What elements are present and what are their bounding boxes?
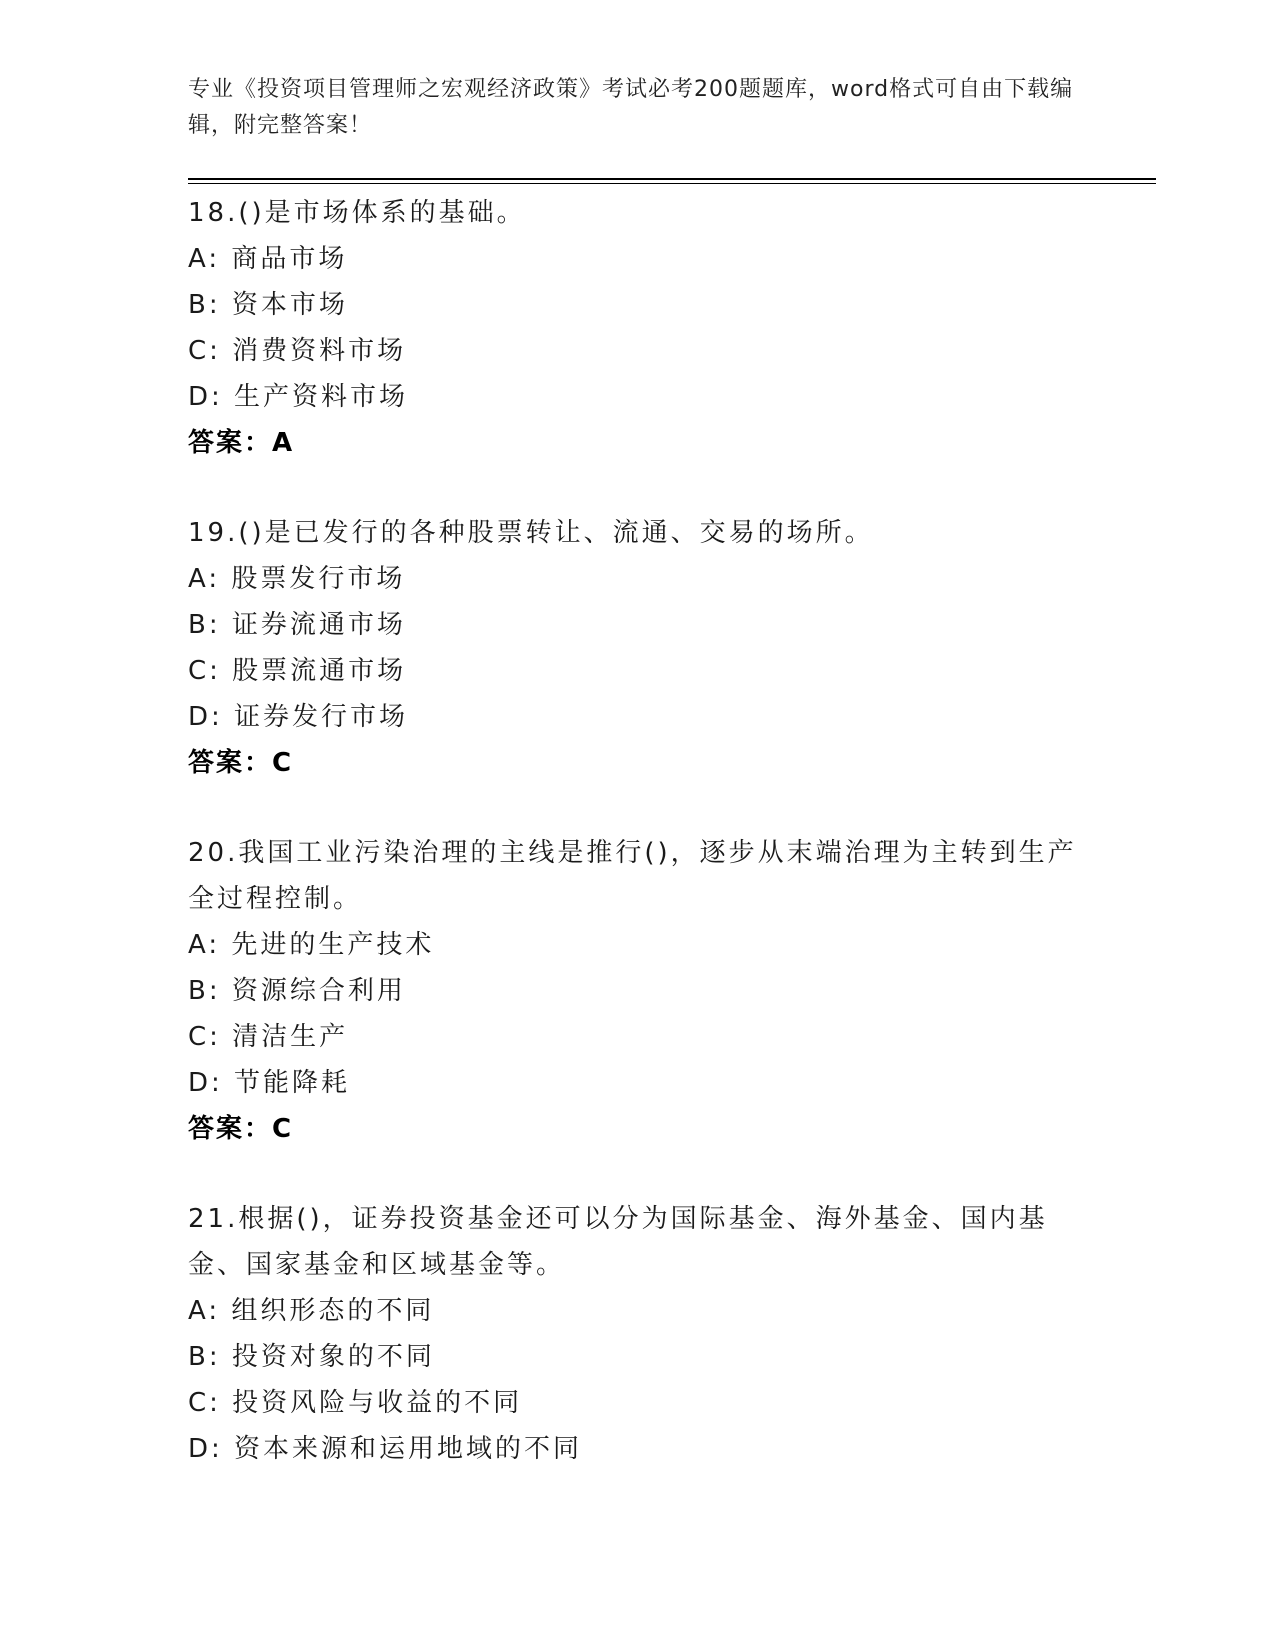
- answer-line: 答案：C: [188, 1114, 294, 1144]
- option-b: B: 投资对象的不同: [188, 1342, 435, 1372]
- question-20: [188, 830, 1088, 1152]
- question-19: [188, 510, 1088, 786]
- answer-line: 答案：C: [188, 748, 294, 778]
- question-list: [188, 190, 1088, 1516]
- option-b: B: 资本市场: [188, 290, 348, 320]
- document-header: 专业《投资项目管理师之宏观经济政策》考试必考200题题库，word格式可自由下载编辑，附完整答案！: [188, 77, 1074, 138]
- question-stem: 18.()是市场体系的基础。: [188, 198, 526, 228]
- question-stem: 19.()是已发行的各种股票转让、流通、交易的场所。: [188, 518, 874, 548]
- question-stem: 20.我国工业污染治理的主线是推行()，逐步从末端治理为主转到生产全过程控制。: [188, 838, 1077, 914]
- question-18: [188, 190, 1088, 466]
- option-c: C: 消费资料市场: [188, 336, 407, 366]
- option-c: C: 股票流通市场: [188, 656, 407, 686]
- option-a: A: 组织形态的不同: [188, 1296, 435, 1326]
- option-c: C: 清洁生产: [188, 1022, 349, 1052]
- option-a: A: 商品市场: [188, 244, 348, 274]
- option-d: D: 证券发行市场: [188, 702, 409, 732]
- header-rule-thin: [188, 183, 1156, 184]
- option-a: A: 先进的生产技术: [188, 930, 435, 960]
- option-b: B: 证券流通市场: [188, 610, 406, 640]
- option-d: D: 资本来源和运用地域的不同: [188, 1434, 583, 1464]
- option-b: B: 资源综合利用: [188, 976, 406, 1006]
- answer-line: 答案：A: [188, 428, 295, 458]
- option-d: D: 节能降耗: [188, 1068, 351, 1098]
- option-a: A: 股票发行市场: [188, 564, 406, 594]
- option-d: D: 生产资料市场: [188, 382, 409, 412]
- header-rule-thick: [188, 178, 1156, 180]
- question-21: [188, 1196, 1088, 1472]
- question-stem: 21.根据()，证券投资基金还可以分为国际基金、海外基金、国内基金、国家基金和区域基金等。: [188, 1204, 1048, 1280]
- option-c: C: 投资风险与收益的不同: [188, 1388, 523, 1418]
